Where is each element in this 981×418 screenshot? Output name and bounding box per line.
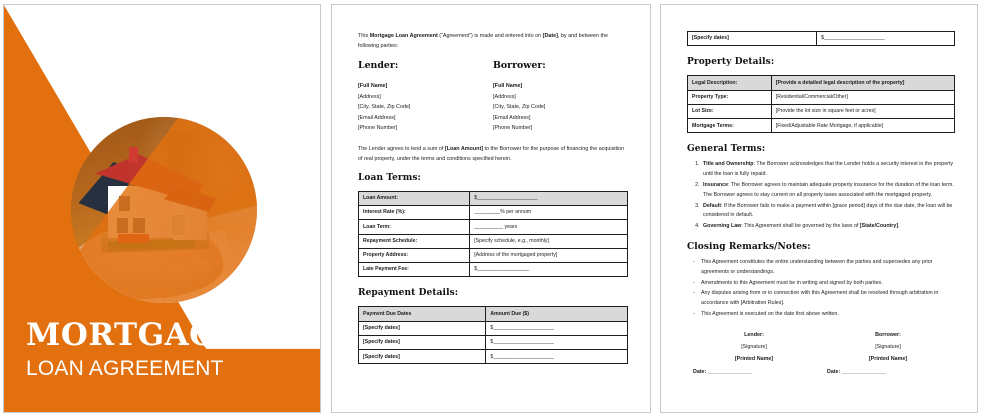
term-label: Governing Law <box>703 223 742 230</box>
property-type-value[interactable]: [Residential/Commercial/Other] <box>771 90 954 104</box>
list-item <box>701 202 955 222</box>
table-row <box>359 248 628 262</box>
intro-tail: , by and between the following parties: <box>358 33 608 49</box>
intro-paragraph <box>358 31 628 51</box>
property-type-key: Property Type: <box>688 90 772 104</box>
borrower-email: [Email Address] <box>493 114 531 121</box>
payment-due-date[interactable]: [Specify dates] <box>359 321 486 335</box>
term-text: : If the Borrower fails to make a payment within [grace period] days of the due date, the loan will be considered in default. <box>703 202 953 219</box>
intro-date-placeholder: [Date] <box>542 33 558 39</box>
table-row <box>688 32 955 46</box>
borrower-signature-field[interactable]: [Signature] <box>875 343 901 350</box>
hand-holding-model-house-photo <box>71 117 257 303</box>
list-item: - Any disputes arising from or in connection with this Agreement shall be resolved through arbitration in accordance with [Arbitration Rules]. <box>701 289 955 309</box>
table-row <box>359 191 628 205</box>
term-label: Insurance <box>703 182 729 188</box>
table-row <box>359 263 628 277</box>
payment-amount-due[interactable]: $_____________________ <box>817 32 955 46</box>
lender-column <box>358 60 493 134</box>
borrower-phone: [Phone Number] <box>493 125 533 132</box>
interest-rate-key: Interest Rate (%): <box>359 205 470 219</box>
payment-due-date[interactable]: [Specify dates] <box>359 350 486 364</box>
borrower-date-field[interactable]: Date: _______________ <box>827 368 886 375</box>
lender-email: [Email Address] <box>358 114 396 121</box>
lender-signature-column <box>687 332 821 375</box>
repayment-details-heading: Repayment Details: <box>358 288 459 299</box>
lender-heading: Lender: <box>358 60 399 71</box>
borrower-signature-role: Borrower: <box>875 331 901 338</box>
loan-term-value[interactable]: __________ years <box>470 220 628 234</box>
list-item <box>701 222 955 232</box>
column-header-amount-due: Amount Due ($) <box>486 307 628 321</box>
cover-subtitle: LOAN AGREEMENT <box>26 356 224 380</box>
closing-remarks-heading: Closing Remarks/Notes: <box>687 241 811 252</box>
loan-amount-key: Loan Amount: <box>359 191 470 205</box>
repayment-schedule-value[interactable]: [Specify schedule, e.g., monthly] <box>470 234 628 248</box>
legal-description-key: Legal Description: <box>688 76 772 90</box>
lot-size-value[interactable]: [Provide the lot size in square feet or acres] <box>771 104 954 118</box>
lender-signature-field[interactable]: [Signature] <box>741 343 767 350</box>
page-three-content <box>687 31 955 375</box>
mortgage-terms-key: Mortgage Terms: <box>688 119 772 133</box>
intro-mid: (“Agreement”) is made and entered into on <box>437 33 543 39</box>
general-terms-heading: General Terms: <box>687 144 766 155</box>
page-three <box>660 4 978 413</box>
list-item <box>701 160 955 180</box>
term-period: . <box>898 223 900 230</box>
general-terms-list <box>687 160 955 232</box>
list-item <box>701 181 955 201</box>
term-label: Title and Ownership <box>703 161 754 168</box>
table-row <box>359 321 628 335</box>
table-header-row <box>359 307 628 321</box>
term-label: Default <box>703 202 721 209</box>
cover-title-block <box>26 319 306 380</box>
list-item: - This Agreement constitutes the entire understanding between the parties and supersedes any prior agreements or understandings. <box>701 258 955 278</box>
page-two-content <box>358 31 628 375</box>
payment-amount-due[interactable]: $_____________________ <box>486 335 628 349</box>
term-text: : This Agreement shall be governed by the laws of <box>741 223 860 230</box>
lender-address: [Address] <box>358 93 381 100</box>
property-details-table <box>687 75 955 133</box>
interest-rate-value[interactable]: _________% per annum <box>470 205 628 219</box>
term-text: : The Borrower acknowledges that the Lender holds a security interest in the property until the loan is fully repaid. <box>703 161 954 178</box>
list-item: - Amendments to this Agreement must be in writing and signed by both parties. <box>701 279 955 289</box>
cover-title: MORTGAGE <box>26 317 241 354</box>
lender-full-name: [Full Name] <box>358 83 388 89</box>
table-row <box>688 90 955 104</box>
loan-terms-table <box>358 191 628 278</box>
lender-printed-name-field[interactable]: [Printed Name] <box>734 355 774 362</box>
property-address-value[interactable]: [Address of the mortgaged property] <box>470 248 628 262</box>
lender-city-state-zip: [City, State, Zip Code] <box>358 104 411 111</box>
repayment-details-table <box>358 306 628 364</box>
borrower-heading: Borrower: <box>493 60 546 71</box>
lender-date-field[interactable]: Date: _______________ <box>693 368 752 375</box>
page-two <box>331 4 651 413</box>
late-payment-fee-value[interactable]: $__________________ <box>470 263 628 277</box>
late-payment-fee-key: Late Payment Fee: <box>359 263 470 277</box>
table-row <box>359 234 628 248</box>
table-row <box>688 76 955 90</box>
closing-remarks-list <box>687 258 955 320</box>
table-row <box>359 220 628 234</box>
column-header-payment-due-dates: Payment Due Dates <box>359 307 486 321</box>
lender-phone: [Phone Number] <box>358 125 398 132</box>
repayment-schedule-key: Repayment Schedule: <box>359 234 470 248</box>
payment-due-date[interactable]: [Specify dates] <box>359 335 486 349</box>
page-cover <box>3 4 321 413</box>
loan-amount-value[interactable]: $_____________________ <box>470 191 628 205</box>
intro-lead: This <box>358 33 370 39</box>
legal-description-value[interactable]: [Provide a detailed legal description of the property] <box>771 76 954 90</box>
parties-block <box>358 60 628 134</box>
borrower-signature-column <box>821 332 955 375</box>
loan-terms-heading: Loan Terms: <box>358 172 421 183</box>
term-text: : The Borrower agrees to maintain adequate property insurance for the duration of the loan term. The Borrower agrees to stay current on all property taxes associated with the mortgaged property. <box>703 182 954 198</box>
table-row <box>688 104 955 118</box>
payment-due-date[interactable]: [Specify dates] <box>688 32 817 46</box>
table-row <box>359 335 628 349</box>
borrower-printed-name-field[interactable]: [Printed Name] <box>868 355 908 362</box>
borrower-column <box>493 60 628 134</box>
photo-house-chimney <box>129 147 138 164</box>
borrower-address: [Address] <box>493 93 516 100</box>
property-address-key: Property Address: <box>359 248 470 262</box>
payment-amount-due[interactable]: $_____________________ <box>486 321 628 335</box>
lend-amount-placeholder: [Loan Amount] <box>444 145 484 152</box>
borrower-full-name: [Full Name] <box>493 83 523 89</box>
repayment-details-continued-table <box>687 31 955 46</box>
table-row <box>359 350 628 364</box>
term-state-country-placeholder: [State/Country] <box>859 223 899 230</box>
loan-term-key: Loan Term: <box>359 220 470 234</box>
table-row <box>688 119 955 133</box>
lender-signature-role: Lender: <box>744 331 764 338</box>
property-details-heading: Property Details: <box>687 57 775 68</box>
borrower-city-state-zip: [City, State, Zip Code] <box>493 104 546 111</box>
payment-amount-due[interactable]: $_____________________ <box>486 350 628 364</box>
lend-lead: The Lender agrees to lend a sum of <box>358 145 445 152</box>
intro-agreement-name: Mortgage Loan Agreement <box>369 33 438 39</box>
signature-block <box>687 332 955 375</box>
lend-tail: to the Borrower for the purpose of financing the acquisition of real property, under the terms and conditions specified herein. <box>358 145 625 162</box>
table-row <box>359 205 628 219</box>
list-item: - This Agreement is executed on the date first above written. <box>701 310 955 320</box>
mortgage-terms-value[interactable]: [Fixed/Adjustable Rate Mortgage, if applicable] <box>771 119 954 133</box>
lot-size-key: Lot Size: <box>688 104 772 118</box>
lend-paragraph <box>358 144 628 164</box>
